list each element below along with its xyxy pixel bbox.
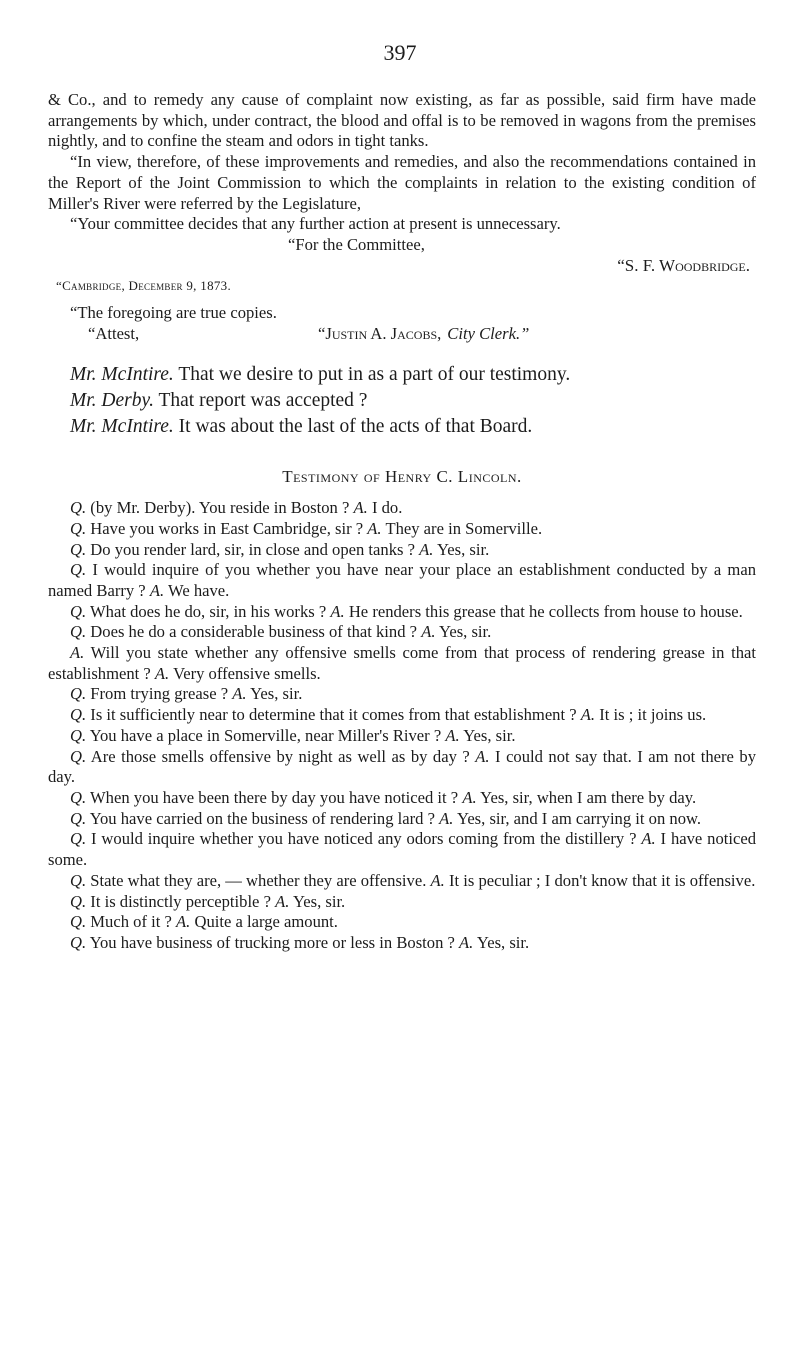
testimony-line bbox=[48, 747, 756, 788]
true-copies-line: “The foregoing are true copies. bbox=[70, 303, 277, 323]
answer-text: Yes, sir, and I am carrying it on now. bbox=[457, 808, 702, 828]
question-label: Q. bbox=[70, 539, 87, 559]
answer-text: We have. bbox=[168, 580, 230, 600]
colloquy-line bbox=[48, 388, 756, 414]
question-label: Q. bbox=[70, 746, 87, 766]
question-text: What does he do, sir, in his works ? bbox=[90, 601, 327, 621]
answer-text: I could not say that. I am not there by day. bbox=[48, 746, 756, 787]
question-label: A. bbox=[70, 643, 85, 663]
question-label: Q. bbox=[70, 518, 87, 538]
letter-paragraph: & Co., and to remedy any cause of complaint now existing, as far as possible, said firm have made arrangements by which, under contract, the blood and offal is to be removed in wagons from the premises nightly, and to confine the steam and odors in tight tanks. bbox=[48, 90, 756, 151]
question-text: From trying grease ? bbox=[90, 684, 229, 704]
testimony-line bbox=[48, 892, 756, 913]
question-text: I would inquire whether you have noticed any odors coming from the distillery ? bbox=[91, 829, 637, 849]
answer-text: It is peculiar ; I don't know that it is offensive. bbox=[448, 870, 756, 890]
question-label: Q. bbox=[70, 498, 87, 518]
answer-text: Yes, sir. bbox=[463, 725, 516, 745]
answer-label: A. bbox=[580, 705, 596, 725]
question-label: Q. bbox=[70, 912, 87, 932]
answer-text: Yes, sir. bbox=[439, 622, 492, 642]
testimony-line bbox=[48, 643, 756, 684]
question-label: Q. bbox=[70, 560, 87, 580]
answer-label: A. bbox=[459, 932, 474, 952]
answer-text: Yes, sir. bbox=[250, 684, 303, 704]
answer-label: A. bbox=[445, 725, 460, 745]
testimony-line bbox=[48, 829, 756, 870]
testimony bbox=[48, 498, 756, 953]
speaker: Mr. Derby. bbox=[70, 390, 154, 412]
clerk-title: City Clerk.” bbox=[447, 323, 530, 343]
question-label: Q. bbox=[70, 870, 87, 890]
colloquy-text: It was about the last of the acts of that Board. bbox=[178, 416, 533, 438]
answer-text: Quite a large amount. bbox=[194, 912, 338, 932]
answer-label: A. bbox=[149, 580, 165, 600]
answer-label: A. bbox=[367, 518, 382, 538]
question-label: Q. bbox=[70, 891, 87, 911]
answer-label: A. bbox=[154, 663, 170, 683]
question-label: Q. bbox=[70, 622, 87, 642]
question-text: Do you render lard, sir, in close and open tanks ? bbox=[90, 539, 415, 559]
answer-label: A. bbox=[176, 912, 191, 932]
testimony-line bbox=[48, 560, 756, 601]
testimony-line bbox=[48, 912, 756, 933]
page-body bbox=[48, 90, 756, 954]
testimony-line bbox=[48, 684, 756, 705]
question-label: Q. bbox=[70, 808, 87, 828]
answer-text: Very offensive smells. bbox=[173, 663, 321, 683]
answer-label: A. bbox=[430, 870, 445, 890]
testimony-line bbox=[48, 788, 756, 809]
clerk-name: “Justin A. Jacobs, bbox=[318, 323, 442, 343]
testimony-line bbox=[48, 705, 756, 726]
answer-label: A. bbox=[419, 539, 434, 559]
testimony-line bbox=[48, 726, 756, 747]
question-label: Q. bbox=[70, 932, 87, 952]
letter-paragraph: “In view, therefore, of these improvements and remedies, and also the recommendations contained in the Report of the Joint Commission to which the complaints in relation to the existing condition of Miller's River were referred by the Legislature, bbox=[48, 152, 756, 213]
answer-label: A. bbox=[421, 622, 436, 642]
testimony-line bbox=[48, 809, 756, 830]
attest-line bbox=[48, 324, 756, 345]
letter-paragraph: “Your committee decides that any further action at present is unnecessary. bbox=[70, 214, 561, 234]
answer-text: It is ; it joins us. bbox=[599, 705, 707, 725]
speaker: Mr. McIntire. bbox=[70, 364, 174, 386]
answer-text: He renders this grease that he collects from house to house. bbox=[348, 601, 743, 621]
speaker: Mr. McIntire. bbox=[70, 416, 174, 438]
question-text: Will you state whether any offensive smells come from that process of rendering grease in that establishment ? bbox=[48, 643, 756, 683]
question-text: Does he do a considerable business of that kind ? bbox=[90, 622, 418, 642]
answer-text: Yes, sir. bbox=[476, 932, 530, 952]
testimony-line bbox=[48, 602, 756, 623]
question-text: It is distinctly perceptible ? bbox=[90, 891, 271, 911]
colloquy-text: That report was accepted ? bbox=[158, 390, 368, 412]
testimony-line bbox=[48, 519, 756, 540]
question-text: You have business of trucking more or less in Boston ? bbox=[89, 932, 455, 952]
question-label: Q. bbox=[70, 725, 87, 745]
answer-label: A. bbox=[439, 808, 454, 828]
question-text: Are those smells offensive by night as well as by day ? bbox=[90, 746, 470, 766]
dateline: “Cambridge, December 9, 1873. bbox=[56, 278, 232, 294]
answer-text: They are in Somerville. bbox=[385, 518, 543, 538]
answer-label: A. bbox=[462, 787, 477, 807]
question-text: I would inquire of you whether you have near your place an establishment conducted by a man named Barry ? bbox=[48, 560, 756, 600]
page-number: 397 bbox=[383, 40, 417, 65]
section-title: Testimony of Henry C. Lincoln. bbox=[282, 467, 522, 487]
testimony-line bbox=[48, 498, 756, 519]
answer-label: A. bbox=[330, 601, 345, 621]
question-text: When you have been there by day you have noticed it ? bbox=[90, 787, 459, 807]
question-label: Q. bbox=[70, 829, 87, 849]
for-committee-line: “For the Committee, bbox=[288, 234, 425, 254]
testimony-line bbox=[48, 622, 756, 643]
answer-label: A. bbox=[232, 684, 247, 704]
question-text: You have a place in Somerville, near Miller's River ? bbox=[89, 725, 442, 745]
answer-label: A. bbox=[475, 746, 490, 766]
testimony-line bbox=[48, 871, 756, 892]
answer-text: Yes, sir. bbox=[436, 539, 490, 559]
question-text: Much of it ? bbox=[90, 912, 172, 932]
question-label: Q. bbox=[70, 601, 87, 621]
question-label: Q. bbox=[70, 684, 87, 704]
answer-label: A. bbox=[275, 891, 290, 911]
colloquy bbox=[48, 362, 756, 440]
answer-label: A. bbox=[353, 498, 368, 518]
testimony-line bbox=[48, 540, 756, 561]
answer-label: A. bbox=[641, 829, 656, 849]
answer-text: I do. bbox=[371, 498, 403, 518]
colloquy-line bbox=[48, 362, 756, 388]
testimony-line bbox=[48, 933, 756, 954]
answer-text: Yes, sir. bbox=[292, 891, 346, 911]
answer-text: Yes, sir, when I am there by day. bbox=[480, 787, 697, 807]
question-text: (by Mr. Derby). You reside in Boston ? bbox=[90, 498, 350, 518]
answer-text: I have noticed some. bbox=[48, 829, 756, 870]
question-text: You have carried on the business of rendering lard ? bbox=[89, 808, 435, 828]
question-text: Is it sufficiently near to determine that it comes from that establishment ? bbox=[90, 705, 577, 725]
question-text: Have you works in East Cambridge, sir ? bbox=[90, 518, 364, 538]
signer-line: “S. F. Woodbridge. bbox=[617, 255, 750, 275]
colloquy-text: That we desire to put in as a part of our testimony. bbox=[178, 364, 571, 386]
question-label: Q. bbox=[70, 787, 87, 807]
question-text: State what they are, — whether they are offensive. bbox=[90, 870, 427, 890]
question-label: Q. bbox=[70, 705, 87, 725]
attest-label: “Attest, bbox=[88, 323, 140, 343]
colloquy-line bbox=[48, 414, 756, 440]
